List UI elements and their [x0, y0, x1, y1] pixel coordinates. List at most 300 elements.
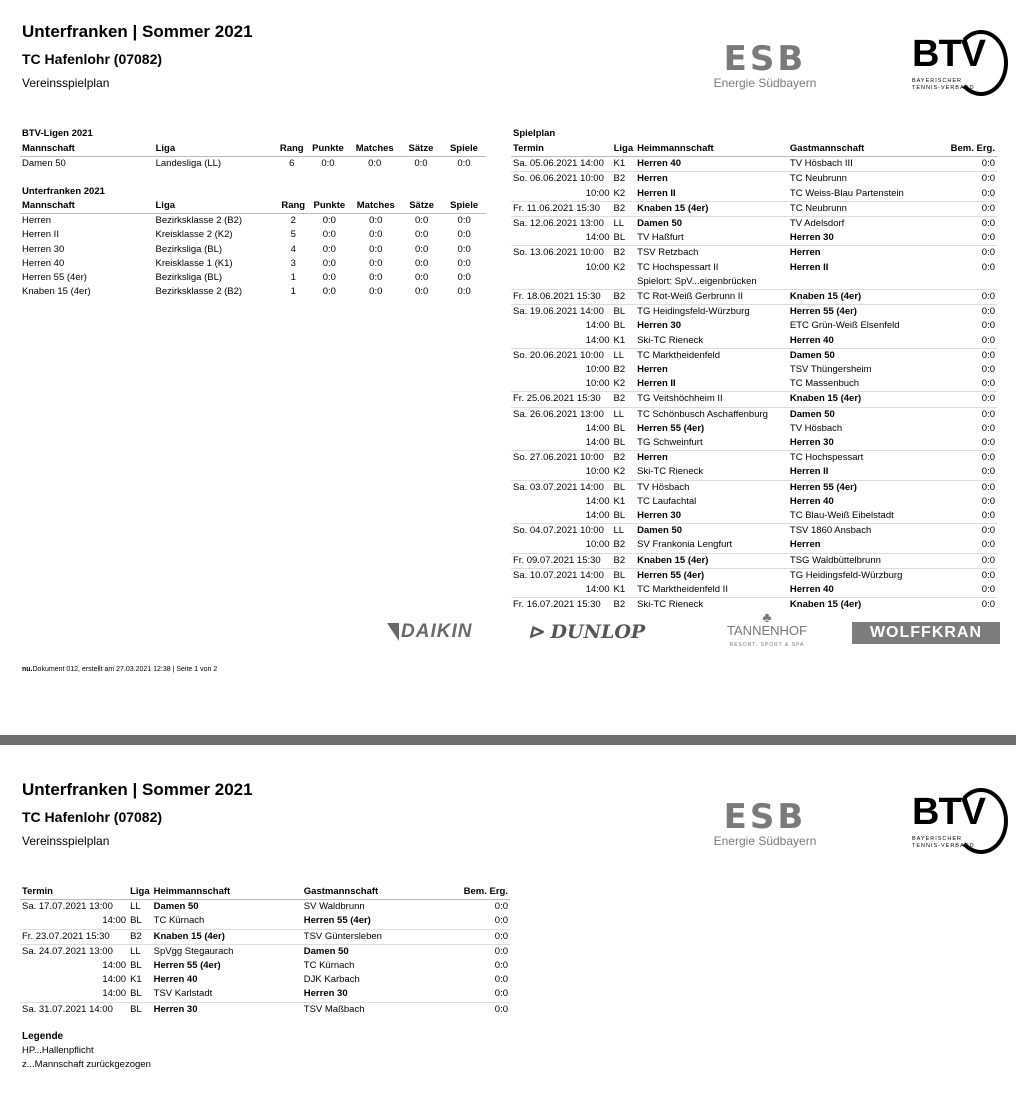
unterfranken-row [20, 243, 486, 257]
footer [22, 666, 217, 673]
spielplan-away: TSV Thüngersheim [789, 364, 872, 376]
spielplan-row [511, 407, 997, 422]
spielplan-liga: B2 [612, 451, 636, 466]
spielplan-col-termin: Termin [511, 142, 612, 157]
page2-spielplan-row [20, 987, 510, 1002]
spielplan-termin: 10:00 [585, 261, 610, 273]
btv-ligen-header-row [20, 142, 486, 157]
spielplan-home: TG Heidingsfeld-Würzburg [635, 305, 788, 320]
page-2-btv-ring-icon [954, 788, 1008, 854]
spielplan-termin: 10:00 [585, 364, 610, 376]
page2-spielplan-col-liga: Liga [128, 885, 152, 900]
spielplan-row [511, 231, 997, 246]
unterfranken-cell: 2 [290, 215, 296, 227]
page2-spielplan-result: 0:0 [494, 974, 508, 986]
spielplan-liga: B2 [612, 201, 636, 216]
page-2-spielplan-table [20, 885, 510, 1017]
page-separator [0, 735, 1016, 745]
spielplan-row [511, 465, 997, 480]
page2-spielplan-termin: Sa. 24.07.2021 13:00 [20, 944, 128, 959]
btv-ligen-row [20, 157, 486, 172]
spielplan-termin: So. 20.06.2021 10:00 [511, 348, 612, 363]
page-2-title: Unterfranken | Sommer 2021 [22, 780, 253, 799]
spielplan-liga: K2 [613, 466, 626, 478]
spielplan-termin: Sa. 19.06.2021 14:00 [511, 305, 612, 320]
spielplan-col-bem: Bem. [950, 143, 974, 154]
spielplan-away: TC Blau-Weiß Eibelstadt [789, 510, 894, 522]
page2-spielplan-liga: BL [128, 1002, 152, 1017]
spielplan-row [511, 553, 997, 568]
unterfranken-cell: 1 [290, 286, 296, 298]
esb-logo-mark: ESB [723, 39, 807, 79]
tannenhof-logo-text: TANNENHOF [727, 623, 807, 638]
spielplan-liga: K2 [613, 261, 626, 273]
spielplan-row [511, 480, 997, 495]
spielplan-row [511, 201, 997, 216]
unterfranken-cell: Herren 40 [22, 257, 65, 269]
spielplan-result: 0:0 [935, 217, 997, 232]
spielplan-home: Herren II [637, 187, 676, 199]
page2-spielplan-away: TSV Maßbach [302, 1002, 450, 1017]
spielplan-home: TV Hösbach [635, 480, 788, 495]
spielplan-away: Knaben 15 (4er) [788, 290, 935, 305]
spielplan-liga: B2 [612, 598, 636, 613]
page2-spielplan-home: Knaben 15 (4er) [152, 929, 302, 944]
page-2-club-name: TC Hafenlohr (07082) [22, 809, 163, 825]
spielplan-result: 0:0 [981, 158, 995, 170]
spielplan-row [511, 495, 997, 509]
spielplan-away: Damen 50 [788, 407, 935, 422]
spielplan-liga: BL [612, 305, 636, 320]
unterfranken-cell: 4 [290, 243, 296, 255]
unterfranken-col-rang: Rang [278, 199, 308, 214]
page2-spielplan-home: Herren 30 [152, 1002, 302, 1017]
unterfranken-header-row [20, 199, 486, 214]
spielplan-termin: Sa. 05.06.2021 14:00 [513, 158, 604, 170]
page2-spielplan-result: 0:0 [450, 944, 510, 959]
page2-spielplan-liga: B2 [128, 929, 152, 944]
spielplan-termin: So. 27.06.2021 10:00 [511, 451, 612, 466]
spielplan-away: Herren 55 (4er) [788, 305, 935, 320]
page-2-document-type: Vereinsspielplan [22, 834, 110, 848]
spielplan-home: TSV Retzbach [635, 246, 788, 261]
unterfranken-cell: 0:0 [369, 215, 383, 227]
spielplan-home: Ski-TC Rieneck [637, 334, 704, 346]
btv-ligen-cell: Landesliga (LL) [155, 158, 222, 170]
spielplan-away: Herren II [789, 261, 829, 273]
spielplan-row [511, 334, 997, 349]
spielplan-termin: 14:00 [585, 584, 610, 596]
page2-spielplan-row [20, 929, 510, 944]
page2-spielplan-termin: 14:00 [102, 988, 127, 1000]
spielplan-home: Herren 40 [637, 158, 681, 170]
spielplan-row [511, 290, 997, 305]
unterfranken-cell: 0:0 [457, 257, 471, 269]
spielplan-row [511, 451, 997, 466]
spielplan-result: 0:0 [935, 246, 997, 261]
unterfranken-cell: 0:0 [369, 229, 383, 241]
page2-spielplan-away: Damen 50 [302, 944, 450, 959]
spielplan-termin: 14:00 [585, 495, 610, 507]
spielplan-header-row [511, 142, 997, 157]
btv-sub-line-1: BAYERISCHER [912, 78, 963, 84]
spielplan-termin: 14:00 [585, 437, 610, 449]
btv-ligen-col-punkte: Punkte [307, 142, 350, 157]
unterfranken-cell: 0:0 [369, 286, 383, 298]
spielplan-away: TV Hösbach [789, 422, 843, 434]
unterfranken-cell: Kreisklasse 2 (K2) [155, 229, 233, 241]
spielplan-row [511, 187, 997, 202]
wolffkran-logo: WOLFFKRAN [852, 622, 1000, 644]
btv-ligen-col-stze: Sätze [400, 142, 442, 157]
spielplan-home: TG Schweinfurt [637, 437, 703, 449]
spielplan-row [511, 275, 997, 290]
spielplan-result: 0:0 [935, 480, 997, 495]
daikin-triangle-icon [387, 623, 399, 641]
spielplan-away: TSV 1860 Ansbach [788, 524, 935, 539]
spielplan-termin: Sa. 26.06.2021 13:00 [511, 407, 612, 422]
spielplan-home: Herren 55 (4er) [637, 422, 705, 434]
page-2-btv-sub-line-2: TENNIS-VERBAND [912, 843, 975, 849]
spielplan-liga: B2 [612, 172, 636, 187]
page-title: Unterfranken | Sommer 2021 [22, 22, 253, 41]
page2-spielplan-result: 0:0 [494, 901, 508, 913]
page2-spielplan-home: Damen 50 [153, 901, 199, 913]
spielplan-result: 0:0 [981, 261, 995, 273]
page2-spielplan-result: 0:0 [494, 915, 508, 927]
page2-spielplan-col-bem: Bem. [463, 886, 487, 897]
unterfranken-heading: Unterfranken 2021 [22, 186, 105, 197]
btv-ligen-col-spiele: Spiele [442, 142, 486, 157]
btv-logo [912, 34, 1008, 104]
spielplan-result: 0:0 [981, 378, 995, 390]
daikin-logo-text: DAIKIN [401, 621, 473, 642]
btv-ligen-cell: Damen 50 [22, 158, 66, 170]
spielplan-liga: BL [613, 320, 626, 332]
btv-ligen-heading: BTV-Ligen 2021 [22, 128, 93, 139]
btv-ligen-cell: 0:0 [414, 158, 428, 170]
page-2-esb-logo-subtitle: Energie Südbayern [713, 834, 817, 848]
spielplan-away: Knaben 15 (4er) [788, 598, 935, 613]
spielplan-home: Herren 55 (4er) [635, 568, 788, 583]
page2-spielplan-away: DJK Karbach [303, 974, 360, 986]
spielplan-termin: 10:00 [585, 466, 610, 478]
page2-spielplan-col-heim: Heimmannschaft [152, 885, 302, 900]
unterfranken-cell: Kreisklasse 1 (K1) [155, 257, 233, 269]
page2-spielplan-col-gast: Gastmannschaft [302, 885, 450, 900]
document-type: Vereinsspielplan [22, 76, 110, 90]
spielplan-row [511, 509, 997, 524]
spielplan-home: Ski-TC Rieneck [637, 466, 704, 478]
spielplan-away: Herren 30 [789, 232, 834, 244]
unterfranken-cell: 0:0 [457, 286, 471, 298]
spielplan-result: 0:0 [981, 364, 995, 376]
unterfranken-cell: Herren 30 [22, 243, 65, 255]
footer-text: Dokument 012, erstellt am 27.03.2021 12:38 | Seite 1 von 2 [32, 666, 218, 673]
page2-spielplan-termin: 14:00 [102, 960, 127, 972]
spielplan-result: 0:0 [981, 187, 995, 199]
spielplan-home: TC Marktheidenfeld [635, 348, 788, 363]
spielplan-row [511, 568, 997, 583]
spielplan-home: Herren [635, 172, 788, 187]
spielplan-termin: So. 06.06.2021 10:00 [511, 172, 612, 187]
unterfranken-cell: 0:0 [415, 229, 429, 241]
unterfranken-row [20, 228, 486, 242]
spielplan-termin: Fr. 25.06.2021 15:30 [511, 392, 612, 407]
spielplan-termin: 14:00 [585, 334, 610, 346]
page2-spielplan-away: SV Waldbrunn [303, 901, 365, 913]
spielplan-liga: LL [612, 217, 636, 232]
spielplan-away: Herren 55 (4er) [788, 480, 935, 495]
spielplan-home: Herren II [637, 378, 676, 390]
spielplan-col-erg: Erg. [976, 143, 995, 154]
spielplan-row [511, 246, 997, 261]
page2-spielplan-home: TSV Karlstadt [153, 988, 213, 1000]
page2-spielplan-liga: BL [130, 988, 142, 1000]
spielplan-away [788, 275, 935, 290]
spielplan-home: TC Rot-Weiß Gerbrunn II [635, 290, 788, 305]
spielplan-home: Damen 50 [635, 524, 788, 539]
spielplan-termin: Fr. 11.06.2021 15:30 [511, 201, 612, 216]
spielplan-liga [612, 275, 636, 290]
spielplan-row [511, 172, 997, 187]
unterfranken-cell: 0:0 [369, 272, 383, 284]
spielplan-liga: B2 [612, 553, 636, 568]
spielplan-heading: Spielplan [513, 128, 556, 139]
spielplan-result [935, 275, 997, 290]
spielplan-liga: K1 [613, 495, 626, 507]
spielplan-home: Herren 30 [637, 320, 681, 332]
page2-spielplan-home: Herren 40 [153, 974, 198, 986]
spielplan-result: 0:0 [981, 539, 995, 551]
unterfranken-cell: 0:0 [415, 243, 429, 255]
btv-ligen-col-mannschaft: Mannschaft [20, 142, 154, 157]
spielplan-away: TSG Waldbüttelbrunn [788, 553, 935, 568]
unterfranken-cell: 0:0 [415, 286, 429, 298]
spielplan-result: 0:0 [935, 553, 997, 568]
spielplan-termin: 14:00 [585, 422, 610, 434]
unterfranken-cell: 0:0 [369, 243, 383, 255]
spielplan-home: Knaben 15 (4er) [635, 201, 788, 216]
spielplan-termin: 10:00 [585, 378, 610, 390]
page2-spielplan-termin: Sa. 31.07.2021 14:00 [20, 1002, 128, 1017]
dunlop-logo [528, 617, 688, 647]
unterfranken-col-mannschaft: Mannschaft [20, 199, 154, 214]
spielplan-liga: K1 [613, 334, 626, 346]
spielplan-liga: BL [613, 232, 626, 244]
btv-ligen-cell: 0:0 [457, 158, 471, 170]
page2-spielplan-away: Herren 55 (4er) [303, 915, 371, 927]
unterfranken-cell: Bezirksklasse 2 (B2) [155, 215, 243, 227]
spielplan-result: 0:0 [935, 201, 997, 216]
spielplan-col-heim: Heimmannschaft [635, 142, 788, 157]
page2-spielplan-result: 0:0 [450, 1002, 510, 1017]
esb-logo-subtitle: Energie Südbayern [713, 76, 817, 90]
spielplan-home: Damen 50 [635, 217, 788, 232]
page2-spielplan-liga: LL [130, 901, 141, 913]
unterfranken-row [20, 271, 486, 285]
spielplan-result: 0:0 [981, 437, 995, 449]
spielplan-row [511, 422, 997, 436]
spielplan-away: TG Heidingsfeld-Würzburg [788, 568, 935, 583]
spielplan-liga: BL [613, 422, 626, 434]
spielplan-termin: Sa. 03.07.2021 14:00 [511, 480, 612, 495]
spielplan-result: 0:0 [935, 348, 997, 363]
spielplan-away: Herren II [789, 466, 829, 478]
btv-ring-icon [954, 30, 1008, 96]
unterfranken-cell: 0:0 [322, 215, 336, 227]
unterfranken-cell: 0:0 [369, 257, 383, 269]
unterfranken-cell: 0:0 [415, 272, 429, 284]
spielplan-home: TG Veitshöchheim II [635, 392, 788, 407]
unterfranken-cell: 3 [290, 257, 296, 269]
page2-spielplan-termin: Fr. 23.07.2021 15:30 [20, 929, 128, 944]
legend-item: HP...Hallenpflicht [22, 1045, 94, 1056]
footer-brand: nu. [22, 666, 33, 673]
spielplan-home: Knaben 15 (4er) [635, 553, 788, 568]
spielplan-away: TC Neubrunn [788, 172, 935, 187]
spielplan-home: TC Marktheidenfeld II [637, 584, 728, 596]
spielplan-termin: 14:00 [585, 510, 610, 522]
unterfranken-col-matches: Matches [351, 199, 401, 214]
page2-spielplan-liga: BL [130, 915, 142, 927]
spielplan-liga: K2 [613, 378, 626, 390]
spielplan-row [511, 319, 997, 333]
page2-spielplan-result: 0:0 [494, 960, 508, 972]
spielplan-away: TC Hochspessart [788, 451, 935, 466]
spielplan-row [511, 348, 997, 363]
page-2-btv-logo-mark: BTV [912, 791, 985, 833]
spielplan-row [511, 305, 997, 320]
spielplan-home: TC Hochspessart II [637, 261, 719, 273]
unterfranken-cell: Herren II [22, 229, 59, 241]
unterfranken-row [20, 214, 486, 229]
spielplan-row [511, 157, 997, 172]
spielplan-home: TC Schönbusch Aschaffenburg [635, 407, 788, 422]
spielplan-result: 0:0 [935, 392, 997, 407]
unterfranken-cell: Knaben 15 (4er) [22, 286, 91, 298]
spielplan-liga: K1 [613, 158, 626, 170]
spielplan-termin: Sa. 12.06.2021 13:00 [511, 217, 612, 232]
page2-spielplan-col-bem-erg [450, 885, 510, 900]
page2-spielplan-home: Herren 55 (4er) [153, 960, 221, 972]
unterfranken-cell: 0:0 [322, 257, 336, 269]
page2-spielplan-result: 0:0 [494, 988, 508, 1000]
spielplan-result: 0:0 [935, 451, 997, 466]
dunlop-flying-d-icon: ⊳ [528, 621, 551, 643]
spielplan-home: Spielort: SpV...eigenbrücken [637, 275, 757, 287]
spielplan-home: Herren [637, 364, 668, 376]
page2-spielplan-col-termin: Termin [20, 885, 128, 900]
page2-spielplan-termin: 14:00 [102, 974, 127, 986]
spielplan-away: TC Weiss-Blau Partenstein [789, 187, 904, 199]
spielplan-result: 0:0 [981, 495, 995, 507]
unterfranken-col-liga: Liga [154, 199, 279, 214]
spielplan-result: 0:0 [981, 466, 995, 478]
page2-spielplan-row [20, 944, 510, 959]
page2-spielplan-row [20, 1002, 510, 1017]
spielplan-termin: Fr. 18.06.2021 15:30 [511, 290, 612, 305]
spielplan-liga: BL [612, 480, 636, 495]
spielplan-row [511, 436, 997, 451]
spielplan-liga: BL [612, 568, 636, 583]
spielplan-termin: Fr. 09.07.2021 15:30 [511, 553, 612, 568]
page2-spielplan-header-row [20, 885, 510, 900]
page2-spielplan-result: 0:0 [450, 929, 510, 944]
spielplan-away: Herren 40 [789, 334, 834, 346]
unterfranken-row [20, 257, 486, 271]
spielplan-away: Herren [788, 246, 935, 261]
btv-ligen-cell: 0:0 [321, 158, 335, 170]
page2-spielplan-termin: Sa. 17.07.2021 13:00 [22, 901, 113, 913]
spielplan-liga: B2 [613, 539, 626, 551]
page2-spielplan-liga: BL [130, 960, 142, 972]
page-2 [0, 745, 1016, 1118]
spielplan-row [511, 377, 997, 392]
spielplan-liga: BL [613, 437, 626, 449]
spielplan-away: Herren 40 [789, 584, 834, 596]
page2-spielplan-liga: K1 [130, 974, 142, 986]
spielplan-result: 0:0 [935, 598, 997, 613]
spielplan-away: Herren 40 [789, 495, 834, 507]
tannenhof-logo-subtitle: RESORT, SPORT & SPA [729, 642, 805, 648]
spielplan-termin: 10:00 [585, 187, 610, 199]
spielplan-result: 0:0 [935, 305, 997, 320]
spielplan-termin [511, 275, 612, 290]
spielplan-liga: B2 [612, 290, 636, 305]
spielplan-termin: So. 13.06.2021 10:00 [511, 246, 612, 261]
unterfranken-table [20, 199, 486, 299]
page-2-btv-sub-line-1: BAYERISCHER [912, 836, 963, 842]
spielplan-row [511, 363, 997, 377]
unterfranken-cell: Herren [22, 215, 52, 227]
page2-spielplan-row [20, 900, 510, 915]
spielplan-away: Herren [789, 539, 821, 551]
spielplan-result: 0:0 [981, 510, 995, 522]
unterfranken-cell: 0:0 [415, 215, 429, 227]
spielplan-termin: 14:00 [585, 320, 610, 332]
tannenhof-logo [718, 609, 816, 648]
spielplan-liga: B2 [613, 364, 626, 376]
spielplan-termin: 14:00 [585, 232, 610, 244]
spielplan-away: Herren 30 [789, 437, 834, 449]
unterfranken-row [20, 285, 486, 299]
unterfranken-col-punkte: Punkte [308, 199, 351, 214]
spielplan-col-bem-erg [935, 142, 997, 157]
spielplan-liga: B2 [612, 392, 636, 407]
btv-ligen-table [20, 142, 486, 171]
spielplan-result: 0:0 [935, 407, 997, 422]
spielplan-row [511, 392, 997, 407]
spielplan-result: 0:0 [935, 172, 997, 187]
unterfranken-cell: 0:0 [457, 229, 471, 241]
spielplan-row [511, 538, 997, 553]
spielplan-table [511, 142, 997, 613]
spielplan-row [511, 524, 997, 539]
btv-sub-line-2: TENNIS-VERBAND [912, 85, 975, 91]
spielplan-home: TC Laufachtal [637, 495, 697, 507]
spielplan-row [511, 583, 997, 598]
unterfranken-cell: 1 [290, 272, 296, 284]
unterfranken-cell: 0:0 [457, 215, 471, 227]
unterfranken-col-stze: Sätze [401, 199, 442, 214]
spielplan-result: 0:0 [935, 568, 997, 583]
spielplan-home: TV Haßfurt [637, 232, 684, 244]
spielplan-away: TC Neubrunn [788, 201, 935, 216]
page2-spielplan-home: SpVgg Stegaurach [152, 944, 302, 959]
btv-ligen-cell: 0:0 [368, 158, 382, 170]
spielplan-termin: So. 04.07.2021 10:00 [511, 524, 612, 539]
